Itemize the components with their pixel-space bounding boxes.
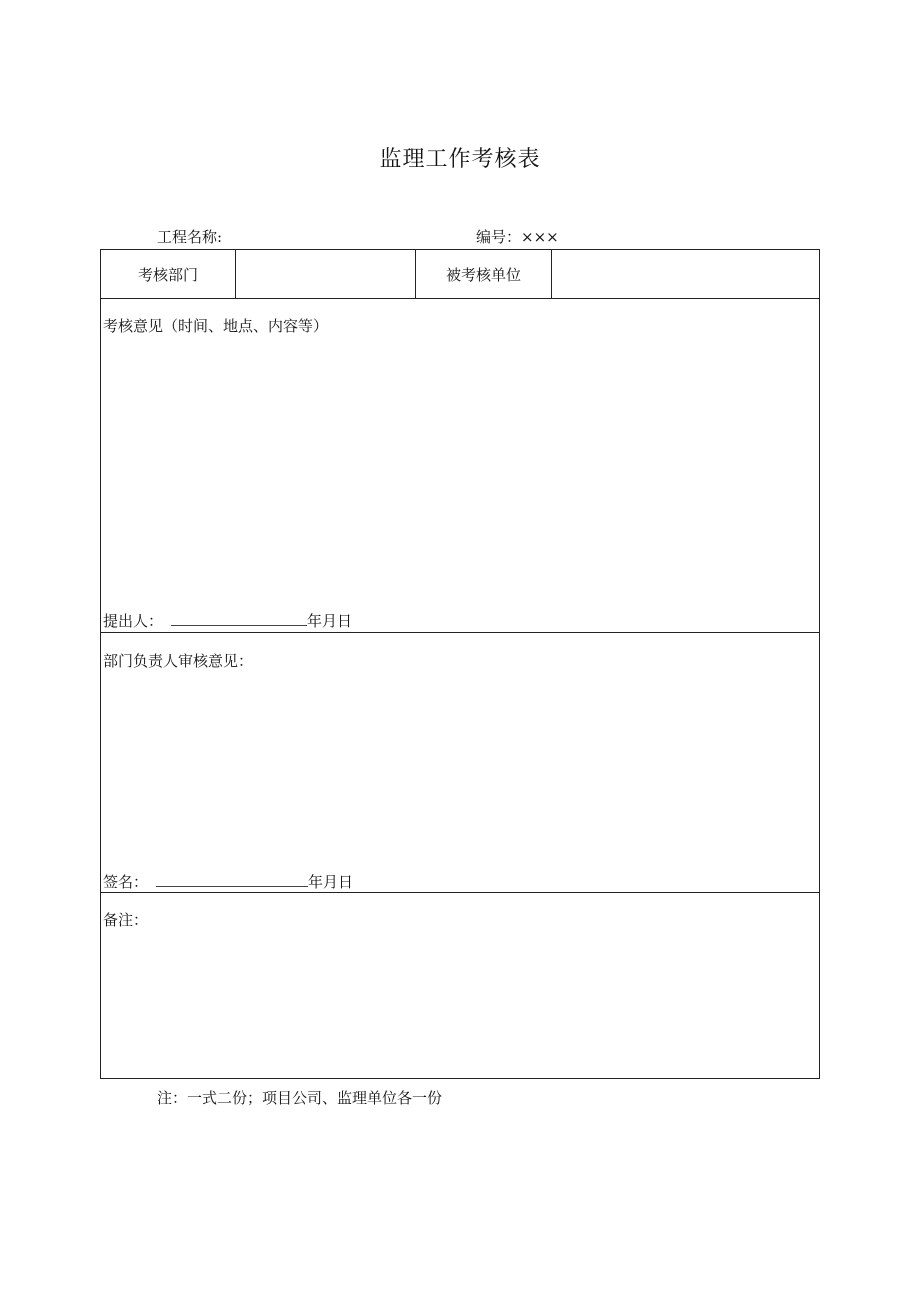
- assessment-form-table: [100, 249, 820, 1079]
- project-name-label: 工程名称:: [157, 228, 223, 246]
- sign-signature-field[interactable]: [156, 872, 308, 887]
- sign-line: [103, 871, 353, 892]
- opinion-label: 考核意见（时间、地点、内容等）: [103, 317, 329, 335]
- footnote: 注：一式二份；项目公司、监理单位各一份: [157, 1089, 443, 1107]
- review-label: 部门负责人审核意见：: [103, 652, 254, 670]
- submitter-date: 年月日: [307, 612, 353, 630]
- unit-label: 被考核单位: [445, 266, 521, 284]
- row-divider: [101, 298, 819, 299]
- row1-divider-1: [235, 250, 236, 298]
- sign-date: 年月日: [308, 873, 354, 891]
- sign-label: 签名：: [103, 873, 149, 891]
- dept-label: 考核部门: [137, 266, 198, 284]
- page-title: 监理工作考核表: [379, 147, 541, 172]
- section-divider: [101, 892, 819, 893]
- section-divider: [101, 632, 819, 633]
- number-label: 编号：×××: [476, 228, 559, 246]
- submitter-line: [103, 610, 352, 631]
- remarks-label: 备注：: [103, 911, 149, 929]
- submitter-label: 提出人：: [103, 612, 164, 630]
- submitter-signature-field[interactable]: [171, 611, 307, 626]
- row1-divider-3: [551, 250, 552, 298]
